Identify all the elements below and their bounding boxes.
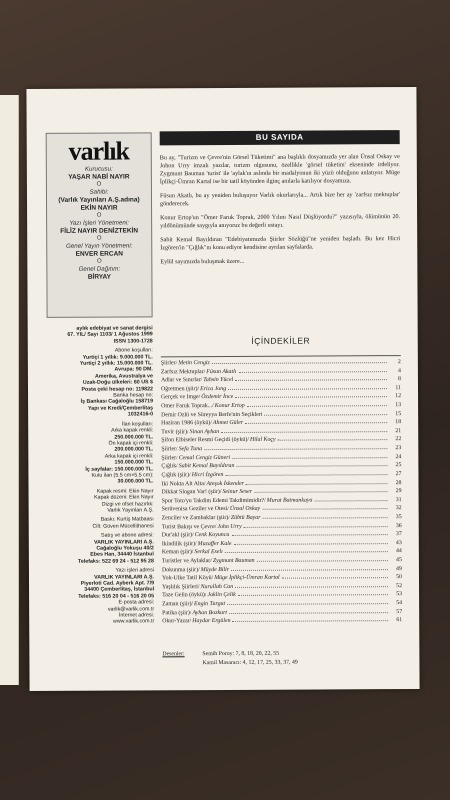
toc-entry-title: Şiirler/ [161, 454, 178, 462]
separator: O [96, 235, 102, 242]
toc-entry-author: Tahsin Yücel [203, 377, 234, 384]
toc-leader [245, 422, 387, 424]
info-line: Telefaks: 522 69 24 - 512 95 28 [77, 558, 154, 565]
toc-leader [232, 457, 387, 459]
info-line: 67. YIL/ Sayı 1103/ 1 Ağustos 1999 [67, 331, 153, 339]
toc-entry-title: Okur-Yazar/ [162, 618, 192, 625]
toc-entry-title: Spor Toto'yu Takdim Edemi Takdimimidir?/ [161, 497, 266, 505]
toc-entry-author: Metin Cengiz [178, 360, 210, 367]
toc-entry-author: Konur Ertop [214, 402, 245, 410]
toc-entry-title: Keman (şiir)/ [161, 549, 194, 556]
toc-entry-page: 36 [395, 522, 402, 529]
toc-entry-title: Dur'akl (şiir)/ [161, 532, 194, 539]
toc-divider [161, 355, 401, 357]
toc-title: İÇİNDEKİLER [251, 335, 311, 346]
toc-entry-title: Yaşlılık Şiirleri/ [162, 583, 200, 591]
info-line: Yazı işleri adresi [115, 567, 154, 574]
toc-entry-author: Zübtü Bayar [230, 514, 261, 521]
editorial-paragraph: Eylül sayımızda buluşmak üzere... [160, 258, 245, 266]
toc-leader [234, 543, 388, 545]
toc-entry-page: 61 [396, 617, 403, 624]
editorial-text [160, 153, 401, 272]
toc-entry-title: Çığlık (şiir)/ [161, 472, 191, 479]
toc-entry-author: Özdemir İnce [201, 394, 234, 401]
toc-entry-title: Zarfsız Mektuplar/ [160, 368, 206, 375]
toc-entry-title: Gerçek ve İmge/ [161, 394, 201, 401]
toc-leader [235, 397, 387, 399]
toc-entry-title: Çığlık/ [161, 463, 178, 470]
toc-entry-title: Şiirler/ [161, 446, 178, 453]
toc-leader [238, 371, 387, 373]
toc-entry-author: Ateşok İskender [206, 480, 244, 487]
underlying-page-edge [0, 95, 19, 685]
info-line: 34400 Çemberlitaş, İstanbul [84, 586, 155, 594]
toc-entry-title: Demir Özlü ve Süreyya Berfe'nin Seçikleri [161, 411, 263, 418]
drawings-credits [162, 649, 402, 668]
info-line: E-posta adresi: [118, 599, 155, 606]
info-line: 1032416-0 [127, 411, 154, 418]
toc-entry-author: Muzaffer Kale [197, 540, 232, 547]
info-line: Telefaks: 516 20 04 - 516 20 05 [78, 593, 155, 600]
info-line: Kutu ilan (5.5 cm×5.5 cm): [91, 472, 154, 479]
toc-entry-title: Patika (şiir)/ [162, 609, 192, 616]
toc-entry-author: Murat Batmankaya [266, 497, 313, 504]
info-line: Yapı ve Kredi/Çemberlitaş [88, 405, 154, 412]
toc-entry-title: Öğretmen (şiir)/ [160, 385, 200, 393]
info-line: Amerika, Avustralya ve [95, 373, 153, 380]
toc-entry-author: Sinan Ayhan [189, 428, 220, 436]
toc-leader [204, 448, 387, 450]
toc-leader [227, 603, 388, 605]
info-line: İç sayfalar: 150.000.000 TL. [85, 465, 154, 473]
toc-entry-page: 50 [396, 574, 403, 581]
toc-leader [282, 577, 388, 579]
drawings-row: Semih Poroy: 7, 8, 18, 20, 22, 55 [202, 650, 280, 658]
toc-entry-title: Şiirler/ [160, 360, 178, 367]
dist-name: BİRYAY [87, 273, 111, 281]
editor-name: FİLİZ NAYIR DENİZTEKİN [60, 227, 139, 235]
toc-entry-author: Müge İplikçi-Ümran Kartal [214, 574, 280, 582]
gm-name: ENVER ERCAN [75, 250, 123, 258]
info-line: Abone koşulları: [114, 347, 153, 354]
bu-sayida-banner: BU SAYIDA [160, 130, 400, 145]
info-line: 200.000.000 TL. [114, 446, 154, 453]
toc-leader [212, 362, 387, 364]
toc-entry-title: Ömer Faruk Toprak.../ [161, 403, 214, 410]
toc-entry-author: Müyde Bilir [200, 566, 230, 573]
toc-entry-page: 18 [395, 419, 402, 426]
toc-entry-page: 12 [395, 393, 402, 400]
info-line: VARLIK YAYINLARI A.Ş. [93, 538, 154, 546]
info-line: Arka kapak içi renkli: [104, 453, 154, 460]
toc-entry-author: Seinur Seser [222, 488, 253, 496]
drawings-row: Kamil Masaracı: 4, 12, 17, 25, 33, 37, 49 [202, 659, 298, 667]
owner-label: Sahibi: [89, 188, 109, 196]
info-line: Avrupa: 90 DM. [114, 366, 153, 374]
toc-leader [247, 405, 387, 407]
toc-entry-author: Cemal Cengiz Güneri [178, 454, 231, 461]
toc-entry-title: Yok-Ülke Tatil Köyü/ [161, 575, 214, 582]
toc-entry-page: 21 [395, 427, 402, 434]
toc-entry-page: 57 [396, 608, 403, 615]
editorial-paragraph: Bu ay, "Turizm ve Çevre'nin Görsel Tüketimi" ana başlıklı dosyamızda yer alan Ünsal Oskay ve Johon Urry imzalı yazılar, turizm olgusunu, özellikle 'görsel tüketim' ekseninde irdeliyor. Zygmunt Bauman 'turist' ile 'aylak'ın aslında bir madalyonun iki yüzü olduğunu anlatıyor. Müge İplikçi-Ümran Kartal ise bir tatil köyünden ilginç anılarla katılıyor dosyamıza. [159, 154, 400, 186]
toc-entry-page: 4 [397, 367, 401, 374]
info-line: 150.000.000 TL. [114, 459, 154, 466]
info-line: İlan koşulları: [121, 421, 154, 428]
info-line: Satış ve abone adresi: [101, 532, 154, 539]
toc-entry-author: Hilal Koçy [249, 437, 276, 444]
toc-entry-title: Dikkat Slogan Var! (şiir)/ [161, 489, 222, 496]
drawings-label: Desenler: [162, 651, 185, 658]
editorial-paragraph: Füsun Akatlı, bu ay yeniden buluşuyor Varlık okurlarıyla... Artık bize her ay 'zarfsız mektuplar' gönderecek. [159, 192, 401, 208]
info-line: 30.000.000 TL. [117, 478, 154, 485]
toc-entry-page: 32 [395, 505, 402, 512]
gm-label: Genel Yayın Yönetmeni: [66, 242, 133, 251]
toc-entry-page: 15 [395, 410, 402, 417]
info-line: Cağaloğlu Yokuşu 40/2 [96, 545, 154, 552]
info-line: VARLIK YAYINLARI A.Ş. [94, 573, 154, 581]
toc-entry-author: John Urry [217, 523, 242, 530]
info-line: Yurtiçi 1 yıllık: 9.000.000 TL. [82, 353, 153, 361]
toc-entry-title: Turist Bakışı ve Çevre/ [161, 523, 217, 530]
toc-entry-author: Zygmunt Bauman [212, 557, 255, 565]
toc-entry-page: 13 [395, 402, 402, 409]
dist-label: Genel Dağıtım: [78, 265, 121, 273]
editor-label: Yazı İşleri Yönetmeni: [69, 219, 129, 228]
toc-entry-page: 45 [395, 557, 402, 564]
toc-entry-page: 53 [396, 591, 403, 598]
sidebar [46, 132, 155, 625]
toc-leader [231, 534, 388, 536]
toc-leader [235, 586, 388, 588]
toc-entry-author: Haydar Ergülen [192, 618, 231, 625]
toc-entry-author: Füsun Akatlı [206, 368, 237, 375]
toc-entry-page: 29 [395, 488, 402, 495]
magazine-page [26, 87, 419, 691]
toc-leader [221, 431, 387, 433]
toc-leader [314, 500, 387, 501]
toc-entry-title: Tuvir (şiir)/ [161, 429, 189, 436]
owner-org: (Varlık Yayınları A.Ş.adına) [58, 196, 140, 204]
toc-entry-page: 8 [397, 376, 401, 383]
toc-entry-title: Zaman (şiir)/ [162, 601, 194, 608]
info-line: varlik@varlik.com.tr [107, 606, 155, 613]
toc-leader [235, 379, 387, 381]
editorial-paragraph: Konur Ertop'un "Ömer Faruk Toprak, 2000 Yılını Nasıl Düşlüyordu?" yazısıyla, ölümünün 20. yıldönümünde saygıyla anıyoruz bu değerli ustayı. [160, 214, 401, 230]
toc-entry-page: 11 [395, 384, 402, 391]
info-line: Arka kapak renkli: [111, 427, 154, 434]
toc-entry-author: Sefa Tuna [178, 446, 203, 453]
toc-leader [236, 465, 387, 467]
info-line: Piyerloti Cad. Ayberk Apt. 7/9 [80, 580, 155, 587]
toc-leader [262, 508, 387, 510]
masthead-box [46, 132, 153, 318]
toc-entry-author: Jaklin Çelik [207, 592, 236, 599]
info-line: Yurtiçi 2 yıllık: 15.000.000 TL. [79, 360, 153, 367]
toc-entry-author: Ahmet Güler [212, 420, 244, 427]
toc-entry-page: 2 [397, 359, 401, 366]
info-line: İş Bankası Cağaloğlu 158719 [80, 398, 154, 406]
toc-entry-page: 22 [395, 436, 402, 443]
toc-entry-author: Nurullah Can [200, 583, 234, 590]
toc-entry [162, 617, 402, 627]
separator: O [96, 212, 102, 219]
toc-entry-author: Ünsal Oskay [229, 506, 261, 513]
toc-leader [244, 526, 388, 528]
editorial-paragraph: Sabit Kemal Bayıldıran "Edebiyatımızda Şiirler Sözlüğü"ne yeniden başladı. Bu kez Hicri İzgören'in "Çığlık"nı konu ediyor kendisine ayrılan sayfalarda. [160, 236, 401, 252]
toc-entry-author: Erica Jong [200, 385, 227, 392]
toc-entry-page: 24 [395, 453, 402, 460]
info-line: aylık edebiyat ve sanat dergisi [76, 325, 153, 332]
toc-entry-page: 54 [396, 600, 403, 607]
info-line: ISSN 1300-1728 [113, 338, 153, 345]
info-line: Kapak düzeni: Ekin Nayır [94, 494, 154, 501]
publication-info [47, 325, 155, 625]
toc-entry-title: Turistler ve Aylaklar/ [161, 558, 212, 565]
toc-leader [233, 620, 389, 622]
info-line: Posta çeki hesap no: 119822 [81, 386, 154, 393]
toc-leader [225, 552, 388, 554]
toc-entry-page: 25 [395, 462, 402, 469]
info-line: Varlık Yayınları A.Ş. [107, 507, 154, 514]
toc-leader [228, 388, 387, 390]
info-line: Baskı: Kurtiş Matbaası [100, 516, 154, 524]
info-line: www.varlik.com.tr [112, 618, 155, 626]
toc-entry-title: Adlar ve Sınırlar/ [160, 377, 203, 384]
toc-entry-title: İki Nokta Alt Alta/ [161, 480, 206, 487]
varlik-logo: varlık [68, 136, 130, 166]
toc-entry-title: İkindilik (şiir)/ [161, 540, 197, 548]
toc-leader [278, 440, 388, 442]
toc-entry-author: Cenk Koyuncu [194, 532, 230, 539]
toc-leader [238, 595, 388, 597]
toc-entry-author: Engin Turgut [194, 601, 226, 608]
toc-entry-page: 37 [395, 531, 402, 538]
toc-entry-page: 49 [396, 565, 402, 572]
toc-entry-title: Taze Gelin (öykü)/ [162, 592, 207, 599]
info-line: 250.000.000 TL. [114, 433, 154, 441]
toc-leader [254, 491, 387, 493]
toc-entry-author: Sabit Kemal Bayıldıran [178, 463, 235, 470]
toc-entry-page: 44 [395, 548, 402, 555]
toc-entry-title: Haziran 1986 (öykü)/ [161, 420, 212, 427]
toc-leader [225, 474, 387, 476]
toc-entry-page: 28 [395, 479, 402, 486]
separator: O [96, 181, 102, 188]
toc-entry-author: Serkal Eselı [194, 549, 223, 556]
toc-leader [231, 569, 388, 571]
info-line: Ebes Han, 34440 İstanbul [90, 551, 154, 559]
table-of-contents [161, 359, 402, 627]
toc-entry-author: Ayhan Bozkurt [192, 609, 228, 616]
toc-leader [263, 517, 388, 519]
toc-entry-page: 52 [396, 582, 403, 589]
info-line: Dizgi ve ofset hazırlık: [101, 500, 154, 508]
toc-leader [229, 612, 388, 614]
separator: O [96, 258, 102, 265]
toc-leader [264, 414, 387, 416]
toc-entry-title: Şifon Elbiseler Resmi Geçidi (öykü)/ [161, 437, 249, 444]
info-line: Uzak-Doğu ülkeleri: 60 US $ [82, 379, 153, 386]
toc-entry-page: 31 [395, 496, 402, 503]
info-line: Banka hesap no: [113, 392, 154, 399]
toc-leader [257, 560, 388, 562]
info-line: Ön kapak içi renkli: [108, 440, 154, 447]
toc-entry-page: 43 [395, 539, 402, 546]
toc-entry-title: Zenciler ve Zambaklar (şiir)/ [161, 514, 230, 522]
toc-entry-page: 27 [395, 470, 402, 478]
toc-leader [246, 483, 388, 485]
founder-label: Kurucusu: [84, 165, 113, 173]
info-line: Kapak resmi: Ekin Nayır [96, 488, 154, 495]
toc-entry-author: Hicri İzgören [191, 471, 224, 479]
toc-entry-title: Serüvenisa Geziler ve Ötesi/ [161, 506, 229, 513]
toc-entry-page: 23 [395, 445, 402, 452]
founder-name: YAŞAR NABİ NAYIR [68, 173, 130, 181]
toc-entry-title: Dokunma (şiir)/ [161, 566, 200, 573]
info-line: Cilt: Güven Mücellithanesi [92, 523, 154, 530]
info-line: İnternet adresi: [118, 612, 155, 619]
owner-name: EKİN NAYIR [80, 204, 118, 212]
toc-entry-page: 35 [395, 514, 402, 521]
